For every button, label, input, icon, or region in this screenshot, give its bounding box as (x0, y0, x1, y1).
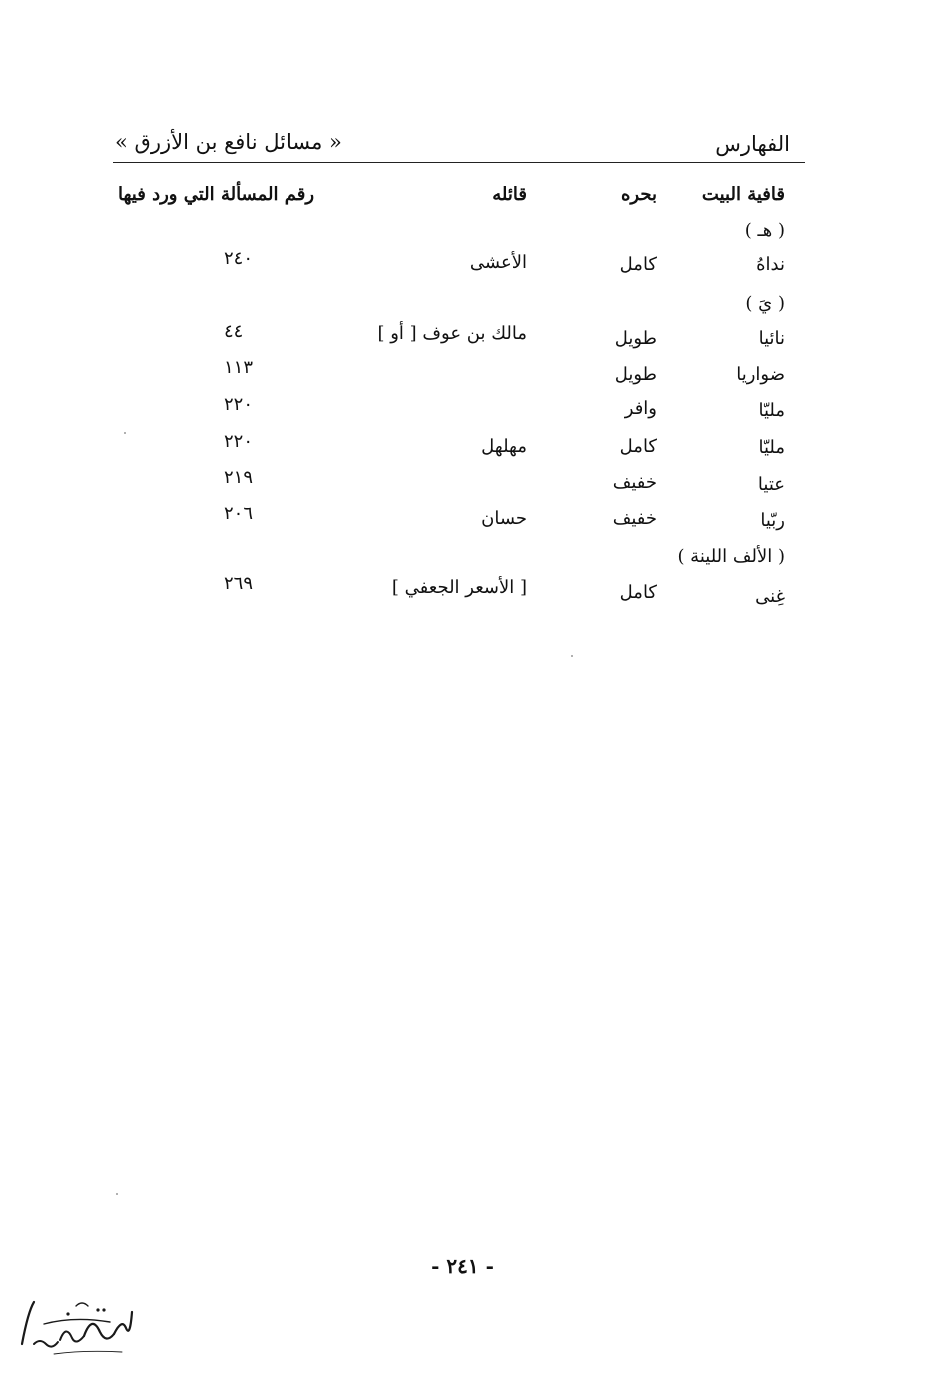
scan-speck (116, 1193, 118, 1195)
column-header-meter: بحره (621, 184, 657, 205)
column-header-poet: قائله (492, 184, 527, 205)
meter-cell: وافر (624, 398, 657, 419)
rhyme-cell: مليّا (758, 437, 785, 458)
ref-cell: ٢٢٠ (224, 394, 254, 415)
rhyme-cell: نائيا (758, 328, 785, 349)
ref-cell: ٤٤ (224, 321, 244, 342)
rhyme-cell: ضواريا (736, 364, 785, 385)
book-title: « مسائل نافع بن الأزرق » (115, 130, 342, 154)
rhyme-cell: ربّيا (760, 510, 785, 531)
meter-cell: طويل (614, 328, 657, 349)
meter-cell: كامل (619, 254, 657, 275)
rhyme-cell: عتيا (757, 474, 785, 495)
header-rule (113, 162, 805, 163)
section-label: ( يَ ) (745, 293, 785, 314)
ref-cell: ٢٦٩ (224, 573, 254, 594)
calligraphy-stamp (14, 1294, 138, 1364)
poet-cell: [ الأسعر الجعفي ] (391, 577, 527, 598)
meter-cell: خفيف (612, 508, 657, 529)
rhyme-cell: غِنى (755, 586, 785, 607)
poet-cell: مهلهل (481, 436, 527, 457)
column-header-rhyme: قافية البيت (701, 184, 785, 205)
poet-cell: الأعشى (469, 252, 527, 273)
scan-speck (571, 655, 573, 657)
page-number: - ٢٤١ - (431, 1254, 494, 1278)
meter-cell: كامل (619, 582, 657, 603)
poet-cell: مالك بن عوف [ أو ] (377, 323, 527, 344)
meter-cell: خفيف (612, 472, 657, 493)
rhyme-cell: نداهُ (756, 254, 785, 275)
ref-cell: ٢٠٦ (224, 503, 254, 524)
poet-cell: حسان (481, 508, 527, 529)
ref-cell: ٢٢٠ (224, 431, 254, 452)
ref-cell: ٢١٩ (224, 467, 254, 488)
rhyme-cell: مليّا (758, 400, 785, 421)
scan-speck (124, 432, 126, 434)
ref-cell: ١١٣ (224, 357, 254, 378)
meter-cell: طويل (614, 364, 657, 385)
meter-cell: كامل (619, 436, 657, 457)
ref-cell: ٢٤٠ (224, 248, 254, 269)
section-label: ( هـ ) (744, 220, 785, 241)
section-title: الفهارس (715, 132, 790, 156)
column-header-ref: رقم المسألة التي ورد فيها (118, 184, 315, 205)
section-label: ( الألف اللينة ) (677, 546, 785, 567)
